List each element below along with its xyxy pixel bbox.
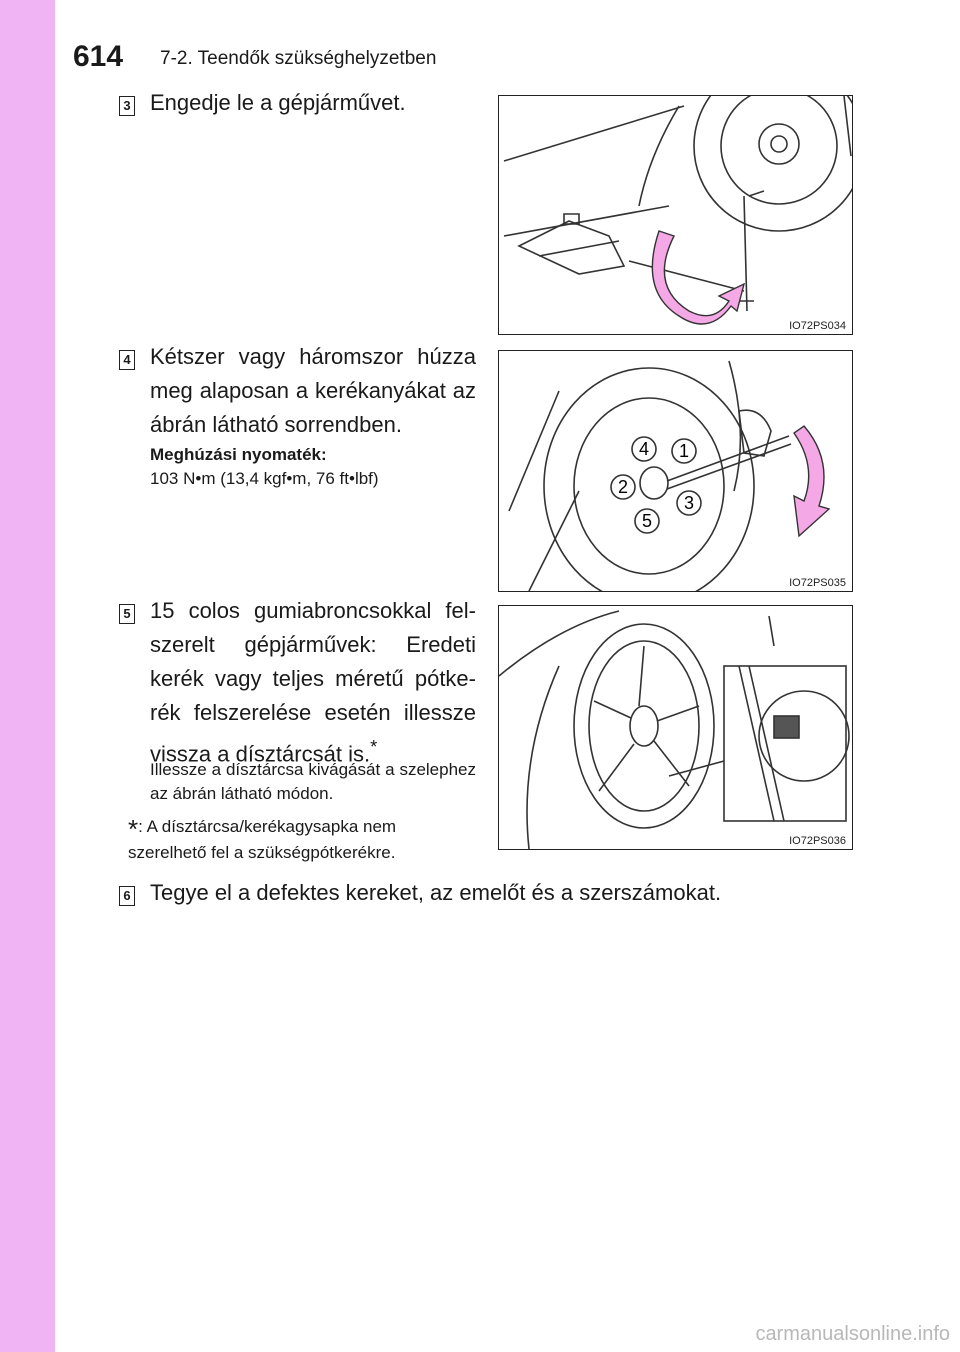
step-number-4: 4 — [119, 350, 135, 370]
nut-label-2: 2 — [617, 477, 629, 497]
chapter-sidebar — [0, 0, 55, 1352]
step-5-text: 15 colos gumiabroncsokkal fel-szerelt gépjárművek: Eredeti kerék vagy teljes méretű pótke-rék felszerelése esetén illessze vissza a dísztárcsát is.* — [150, 598, 476, 767]
step-3-text: Engedje le a gépjárművet. — [150, 90, 406, 115]
figure-code: IO72PS036 — [789, 835, 846, 847]
nut-label-1: 1 — [678, 441, 690, 461]
hubcap-illustration — [499, 606, 852, 849]
step-number-6: 6 — [119, 886, 135, 906]
direction-arrow — [794, 426, 829, 536]
footnote-marker: * — [370, 736, 378, 757]
figure-lower-vehicle — [498, 95, 853, 335]
nut-label-5: 5 — [641, 511, 653, 531]
footnote: *: A dísztárcsa/kerékagysapka nem szerelhető fel a szükségpótkerékre. — [128, 814, 397, 862]
step-number-3: 3 — [119, 96, 135, 116]
figure-hubcap — [498, 605, 853, 850]
torque-label: Meghúzási nyomaték: — [150, 445, 327, 464]
rotation-arrow — [652, 231, 744, 324]
figure-code: IO72PS035 — [789, 577, 846, 589]
section-title: 7-2. Teendők szükséghelyzetben — [160, 48, 437, 69]
footnote-star: * — [128, 814, 139, 844]
watermark: carmanualsonline.info — [755, 1323, 950, 1345]
step-number-5: 5 — [119, 604, 135, 624]
step-4-text: Kétszer vagy háromszor húzza meg alaposan a kerékanyákat az ábrán látható sorrendben. — [150, 344, 476, 437]
hubcap-note: Illessze a dísztárcsa kivágását a szelephez az ábrán látható módon. — [150, 760, 476, 803]
nut-label-3: 3 — [683, 493, 695, 513]
figure-code: IO72PS034 — [789, 320, 846, 332]
nut-label-4: 4 — [638, 439, 650, 459]
jack-lowering-illustration — [499, 96, 852, 334]
nut-tightening-illustration — [499, 351, 852, 591]
page-number: 614 — [73, 40, 124, 73]
figure-tighten-nuts — [498, 350, 853, 592]
torque-value: 103 N•m (13,4 kgf•m, 76 ft•lbf) — [150, 469, 379, 488]
step-6-text: Tegye el a defektes kereket, az emelőt és a szerszámokat. — [150, 880, 722, 905]
